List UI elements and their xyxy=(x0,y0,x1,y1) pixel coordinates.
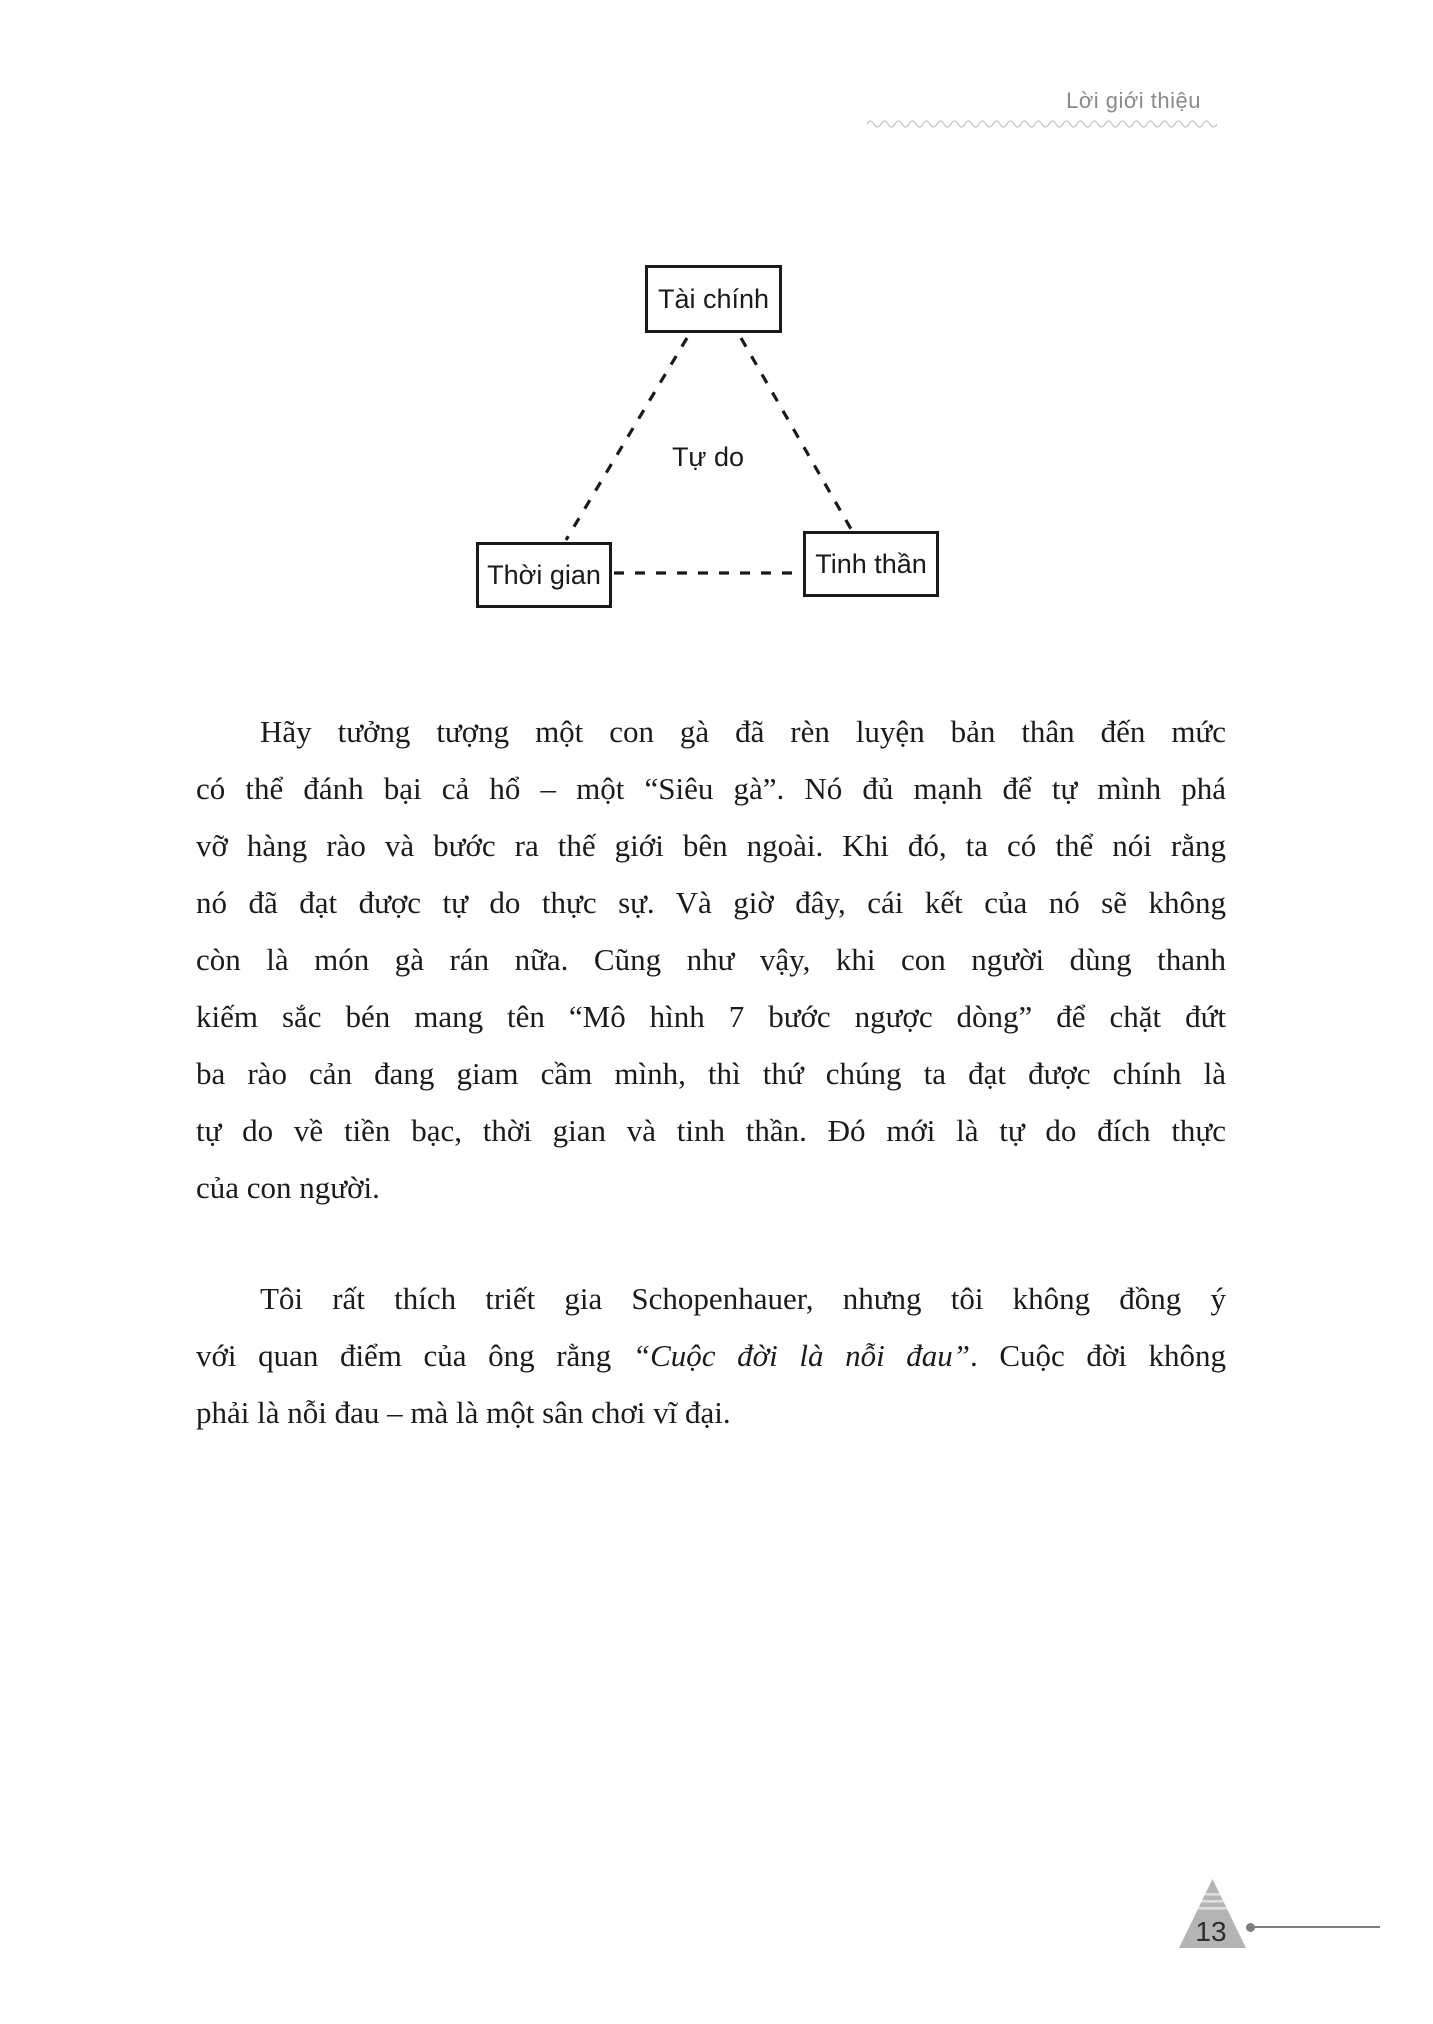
connector-top-to-left xyxy=(566,338,687,540)
diagram-box-finance xyxy=(645,265,782,333)
diagram-box-spirit xyxy=(803,531,939,597)
diagram-box-spirit-label: Tinh thần xyxy=(815,548,927,579)
diagram-box-finance-label: Tài chính xyxy=(657,283,770,314)
text-line: vỡ hàng rào và bước ra thế giới bên ngoài. Khi đó, ta có thể nói rằng xyxy=(196,828,1226,863)
text-line: nó đã đạt được tự do thực sự. Và giờ đây, cái kết của nó sẽ không xyxy=(196,885,1226,920)
text-line: phải là nỗi đau – mà là một sân chơi vĩ đại. xyxy=(196,1395,731,1430)
text-line: có thể đánh bại cả hổ – một “Siêu gà”. Nó đủ mạnh để tự mình phá xyxy=(196,771,1226,806)
wavy-divider xyxy=(866,116,1222,130)
text-line: Hãy tưởng tượng một con gà đã rèn luyện bản thân đến mức xyxy=(260,714,1226,749)
text-line: kiếm sắc bén mang tên “Mô hình 7 bước ngược dòng” để chặt đứt xyxy=(196,999,1226,1034)
text-line: còn là món gà rán nữa. Cũng như vậy, khi con người dùng thanh xyxy=(196,942,1226,977)
body-text xyxy=(196,703,1226,1441)
text-segment-italic: “Cuộc đời là nỗi đau” xyxy=(632,1338,971,1373)
text-line xyxy=(196,1327,1226,1384)
text-segment: với quan điểm của ông rằng xyxy=(196,1338,633,1373)
text-line: ba rào cản đang giam cầm mình, thì thứ chúng ta đạt được chính là xyxy=(196,1056,1226,1091)
page-number: 13 xyxy=(1195,1916,1227,1947)
diagram-box-time-label: Thời gian xyxy=(487,559,601,590)
footer-rule xyxy=(1254,1926,1380,1928)
text-line: Tôi rất thích triết gia Schopenhauer, nhưng tôi không đồng ý xyxy=(260,1281,1226,1316)
paragraph-2 xyxy=(196,1270,1226,1441)
text-segment: . Cuộc đời không xyxy=(970,1338,1226,1373)
running-header-title: Lời giới thiệu xyxy=(1066,88,1201,113)
pyramid-logo xyxy=(1179,1879,1246,1949)
diagram-center-label: Tự do xyxy=(671,442,745,472)
text-line: tự do về tiền bạc, thời gian và tinh thần. Đó mới là tự do đích thực xyxy=(196,1113,1226,1148)
connector-top-to-right xyxy=(741,338,851,529)
diagram-box-time xyxy=(476,542,612,608)
paragraph-1 xyxy=(196,703,1226,1216)
text-line: của con người. xyxy=(196,1170,380,1205)
